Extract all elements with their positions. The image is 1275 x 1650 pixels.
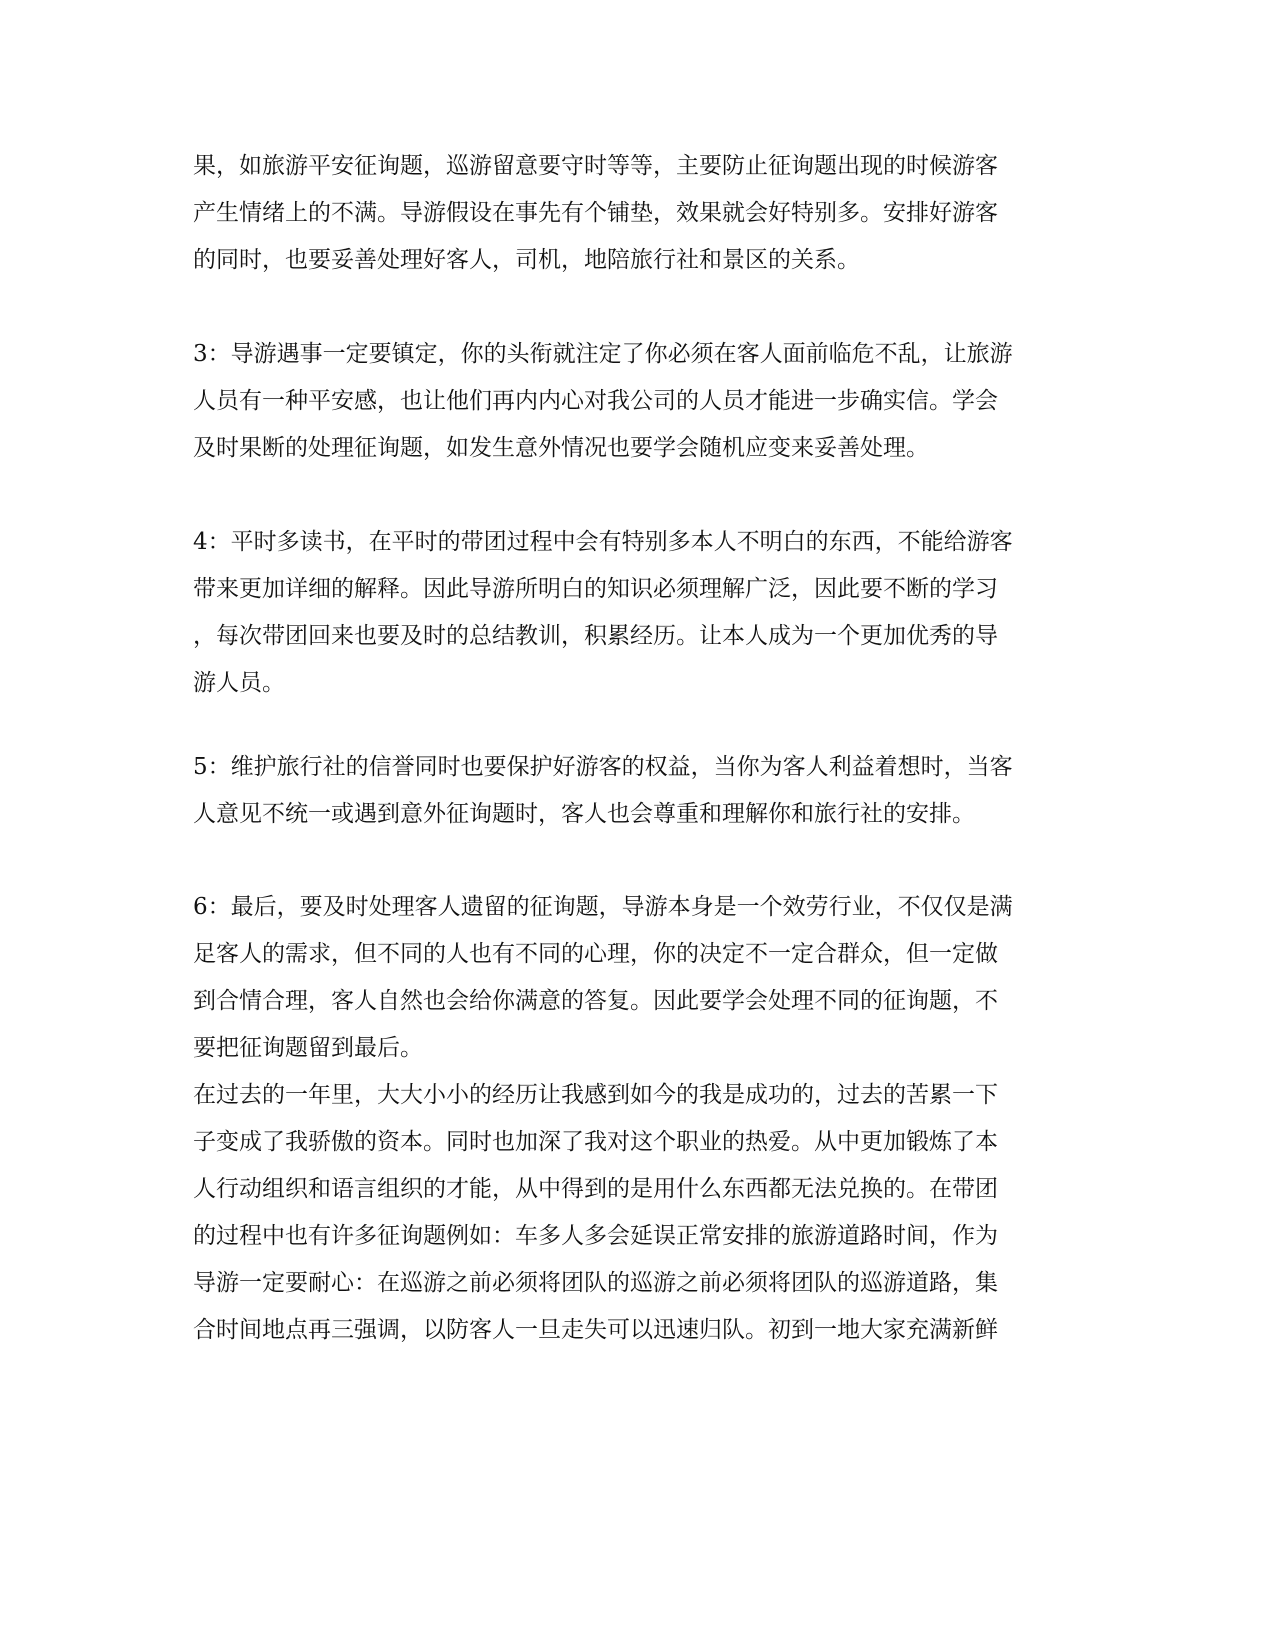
text-line: 人员有一种平安感，也让他们再内内心对我公司的人员才能进一步确实信。学会 — [193, 388, 998, 414]
text-line: 到合情合理，客人自然也会给你满意的答复。因此要学会处理不同的征询题，不 — [193, 988, 998, 1014]
text-line: 带来更加详细的解释。因此导游所明白的知识必须理解广泛，因此要不断的学习 — [193, 576, 998, 602]
text-line: 人意见不统一或遇到意外征询题时，客人也会尊重和理解你和旅行社的安排。 — [193, 801, 975, 827]
text-line: 4：平时多读书，在平时的带团过程中会有特别多本人不明白的东西，不能给游客 — [193, 529, 1013, 555]
text-line: 要把征询题留到最后。 — [193, 1035, 423, 1061]
text-line: 3：导游遇事一定要镇定，你的头衔就注定了你必须在客人面前临危不乱，让旅游 — [193, 341, 1013, 367]
text-line: 产生情绪上的不满。导游假设在事先有个铺垫，效果就会好特别多。安排好游客 — [193, 200, 998, 226]
text-line: 人行动组织和语言组织的才能，从中得到的是用什么东西都无法兑换的。在带团 — [193, 1176, 998, 1202]
text-line: 5：维护旅行社的信誉同时也要保护好游客的权益，当你为客人利益着想时，当客 — [193, 754, 1013, 780]
text-line: 足客人的需求，但不同的人也有不同的心理，你的决定不一定合群众，但一定做 — [193, 941, 998, 967]
text-line: 在过去的一年里，大大小小的经历让我感到如今的我是成功的，过去的苦累一下 — [193, 1082, 998, 1108]
text-line: 的同时，也要妥善处理好客人，司机，地陪旅行社和景区的关系。 — [193, 247, 860, 273]
text-line: 合时间地点再三强调，以防客人一旦走失可以迅速归队。初到一地大家充满新鲜 — [193, 1317, 998, 1343]
text-line: 子变成了我骄傲的资本。同时也加深了我对这个职业的热爱。从中更加锻炼了本 — [193, 1129, 998, 1155]
text-line: 游人员。 — [193, 670, 285, 696]
text-line: 的过程中也有许多征询题例如：车多人多会延误正常安排的旅游道路时间，作为 — [193, 1223, 998, 1249]
text-line: 果，如旅游平安征询题，巡游留意要守时等等，主要防止征询题出现的时候游客 — [193, 153, 998, 179]
text-line: 6：最后，要及时处理客人遗留的征询题，导游本身是一个效劳行业，不仅仅是满 — [193, 894, 1013, 920]
text-line: 导游一定要耐心：在巡游之前必须将团队的巡游之前必须将团队的巡游道路，集 — [193, 1270, 998, 1296]
text-line: ，每次带团回来也要及时的总结教训，积累经历。让本人成为一个更加优秀的导 — [193, 623, 998, 649]
text-line: 及时果断的处理征询题，如发生意外情况也要学会随机应变来妥善处理。 — [193, 435, 929, 461]
